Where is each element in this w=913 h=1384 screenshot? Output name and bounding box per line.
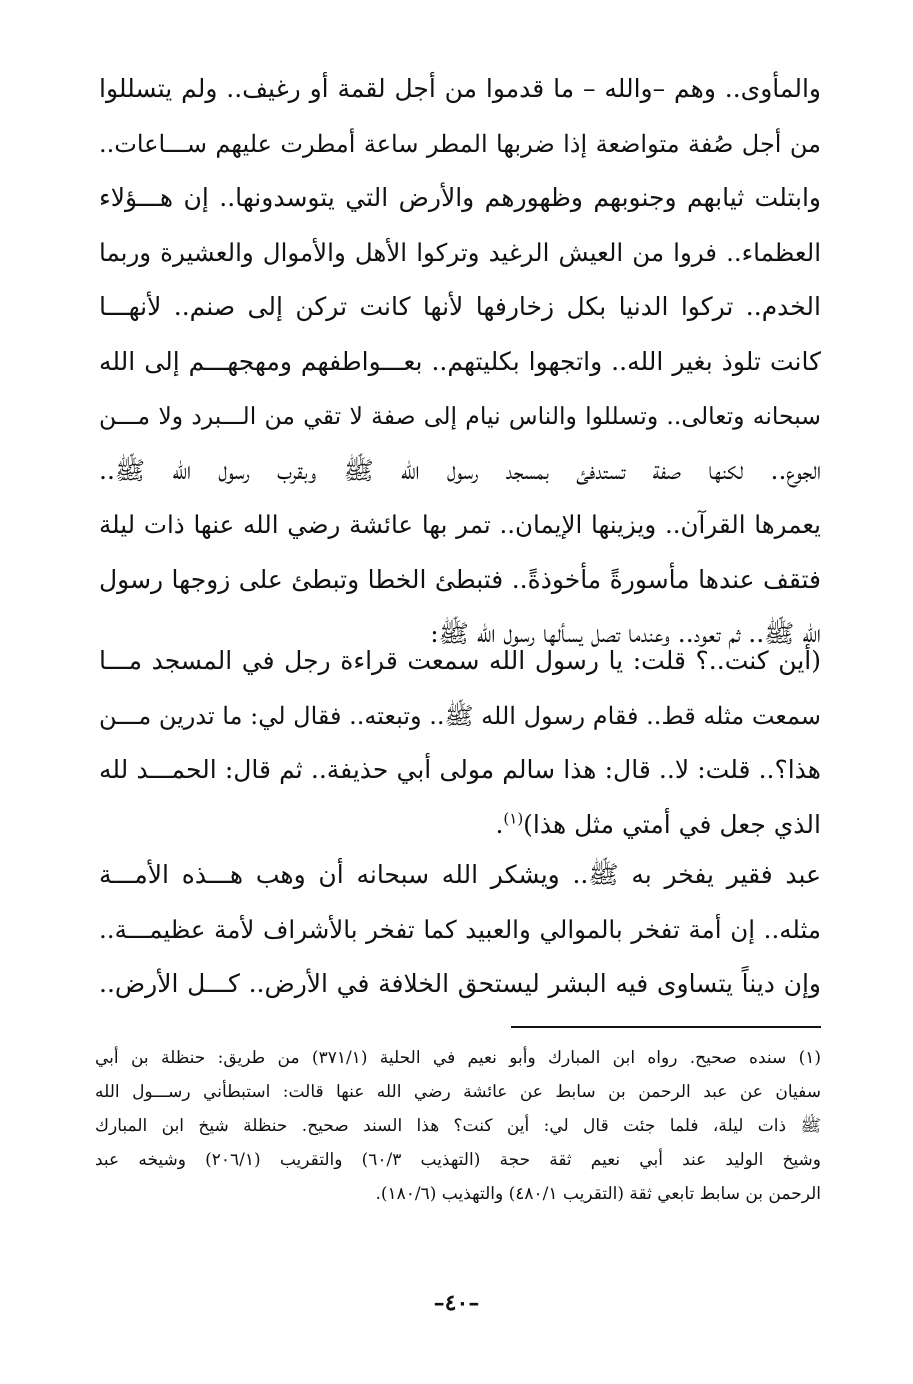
text-line: كانت تلوذ بغير الله.. واتجهوا بكليتهم.. بعـــواطفهم ومهجهـــم إلى الله [99, 346, 821, 376]
text-line: (أين كنت..؟ قلت: يا رسول الله سمعت قراءة رجل في المسجد مـــا [99, 646, 821, 675]
paragraph-3 [99, 848, 821, 1012]
footnote-block [95, 1041, 821, 1211]
text-line: العظماء.. فروا من العيش الرغيد وتركوا الأهل والأموال والعشيرة وربما [99, 237, 821, 267]
footnote-reference[interactable]: (١) [503, 809, 524, 828]
text-line: الجوع.. لكنها صفة تستدفئ بمسجد رسول الله ﷺ وبقرب رسول الله ﷺ.. [99, 455, 821, 485]
footnote-divider [511, 1026, 821, 1028]
text-line: من أجل صُفة متواضعة إذا ضربها المطر ساعة أمطرت عليهم ســـاعات.. [99, 129, 821, 158]
footnote-line: (١) سنده صحيح. رواه ابن المبارك وأبو نعيم في الحلية (٣٧١/١) من طريق: حنظلة بن أبي [95, 1048, 821, 1068]
paragraph-2-quote [99, 634, 821, 852]
text-line: فتقف عندها مأسورةً مأخوذةً.. فتبطئ الخطا وتبطئ على زوجها رسول [99, 564, 821, 594]
text-line: الذي جعل في أمتي مثل هذا) [523, 809, 821, 839]
text-line: وابتلت ثيابهم وجنوبهم وظهورهم والأرض التي يتوسدونها.. إن هـــؤلاء [99, 183, 821, 212]
footnote-line: وشيخ الوليد عند أبي نعيم ثقة حجة (التهذيب ٦٠/٣) والتقريب (٢٠٦/١) وشيخه عبد [95, 1150, 821, 1170]
text-line: مثله.. إن أمة تفخر بالموالي والعبيد كما تفخر بالأشراف لأمة عظيمـــة.. [99, 914, 821, 944]
page-number: –٤٠– [433, 1290, 480, 1316]
text-line: الخدم.. تركوا الدنيا بكل زخارفها لأنها كانت تركن إلى صنم.. لأنهـــا [99, 292, 821, 321]
text-line: وإن ديناً يتساوى فيه البشر ليستحق الخلافة في الأرض.. كـــل الأرض.. [99, 969, 821, 998]
footnote-line: سفيان عن عبد الرحمن بن سابط عن عائشة رضي الله عنها قالت: استبطأني رســـول الله [95, 1082, 821, 1102]
text-line: والمأوى.. وهم –والله – ما قدموا من أجل لقمة أو رغيف.. ولم يتسللوا [99, 74, 821, 103]
text-line-with-footnote: الذي جعل في أمتي مثل هذا)$^{(١)}$. [495, 809, 821, 839]
paragraph-1 [99, 62, 821, 662]
text-line: سبحانه وتعالى.. وتسللوا والناس نيام إلى صفة لا تقي من الـــبرد ولا مـــن [99, 402, 821, 430]
text-line: الله ﷺ.. ثم تعود.. وعندما تصل يسألها رسول الله ﷺ: [430, 619, 821, 648]
text-line: عبد فقير يفخر به ﷺ.. ويشكر الله سبحانه أن وهب هـــذه الأمـــة [99, 860, 821, 889]
footnote-line: ﷺ ذات ليلة، فلما جئت قال لي: أين كنت؟ هذا السند صحيح. حنظلة شيخ ابن المبارك [95, 1116, 821, 1136]
footnote-line: الرحمن بن سابط تابعي ثقة (التقريب ٤٨٠/١) والتهذيب (١٨٠/٦). [375, 1184, 821, 1204]
text-line: سمعت مثله قط.. فقام رسول الله ﷺ.. وتبعته.. فقال لي: ما تدرين مـــن [99, 701, 821, 730]
text-line: هذا؟.. قلت: لا.. قال: هذا سالم مولى أبي حذيفة.. ثم قال: الحمـــد لله [99, 755, 821, 784]
text-line: يعمرها القرآن.. ويزينها الإيمان.. تمر بها عائشة رضي الله عنها ذات ليلة [99, 510, 821, 539]
